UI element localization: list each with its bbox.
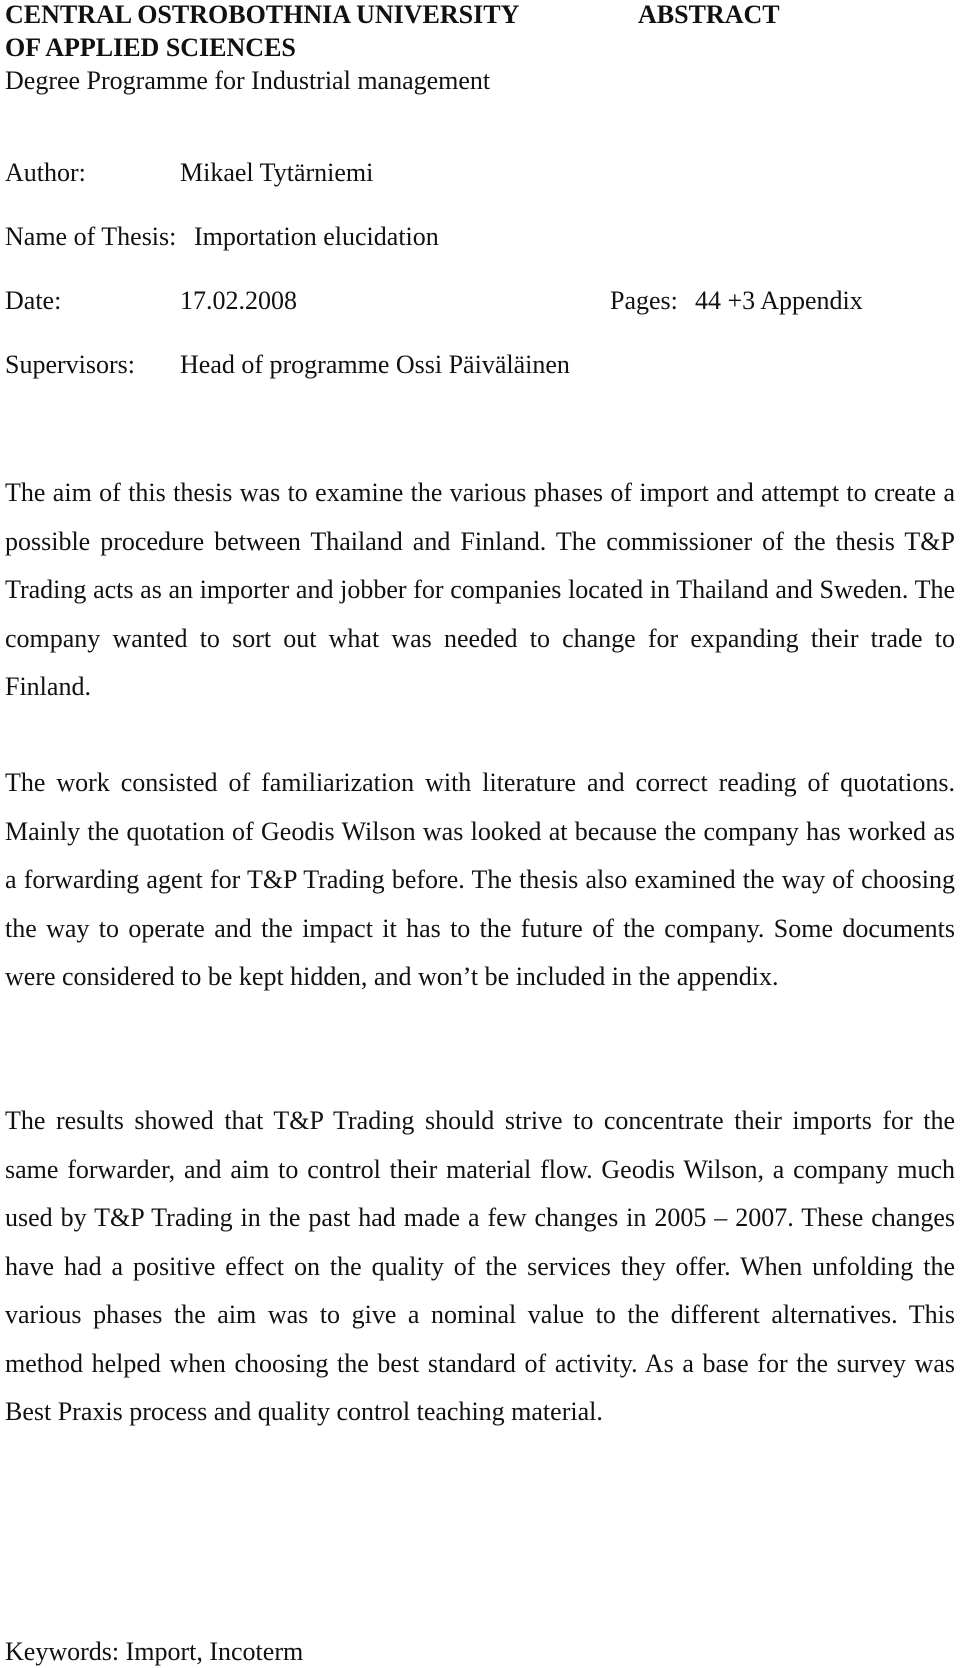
- keywords: Keywords: Import, Incoterm: [5, 1637, 304, 1666]
- pages-value: 44 +3 Appendix: [695, 286, 863, 315]
- thesis-name-value: Importation elucidation: [194, 222, 439, 251]
- supervisors-label: Supervisors:: [5, 350, 135, 379]
- supervisors-value: Head of programme Ossi Päiväläinen: [180, 350, 570, 379]
- institution-name-line1: CENTRAL OSTROBOTHNIA UNIVERSITY: [5, 0, 520, 29]
- thesis-name-label: Name of Thesis:: [5, 222, 177, 251]
- degree-programme: Degree Programme for Industrial management: [5, 66, 491, 95]
- abstract-page: [5, 0, 955, 1668]
- date-value: 17.02.2008: [180, 286, 297, 315]
- document-type-heading: ABSTRACT: [638, 0, 780, 29]
- pages-label: Pages:: [610, 286, 678, 315]
- institution-header: [5, 0, 645, 97]
- abstract-paragraph-2: The work consisted of familiarization with literature and correct reading of quotations. Mainly the quotation of Geodis Wilson was looked at because the company has worked as a forwarding agent for T&P Trading before. The thesis also examined the way of choosing the way to operate and the impact it has to the future of the company. Some documents were considered to be kept hidden, and won’t be included in the appendix.: [5, 768, 955, 991]
- institution-name-line2: OF APPLIED SCIENCES: [5, 33, 296, 62]
- abstract-paragraph-1: The aim of this thesis was to examine the various phases of import and attempt to create a possible procedure between Thailand and Finland. The commissioner of the thesis T&P Trading acts as an importer and jobber for companies located in Thailand and Sweden. The company wanted to sort out what was needed to change for expanding their trade to Finland.: [5, 478, 955, 701]
- abstract-paragraph-3: The results showed that T&P Trading should strive to concentrate their imports for the same forwarder, and aim to control their material flow. Geodis Wilson, a company much used by T&P Trading in the past had made a few changes in 2005 – 2007. These changes have had a positive effect on the quality of the services they offer. When unfolding the various phases the aim was to give a nominal value to the different alternatives. This method helped when choosing the best standard of activity. As a base for the survey was Best Praxis process and quality control teaching material.: [5, 1106, 955, 1426]
- date-label: Date:: [5, 286, 62, 315]
- author-value: Mikael Tytärniemi: [180, 158, 374, 187]
- author-label: Author:: [5, 158, 86, 187]
